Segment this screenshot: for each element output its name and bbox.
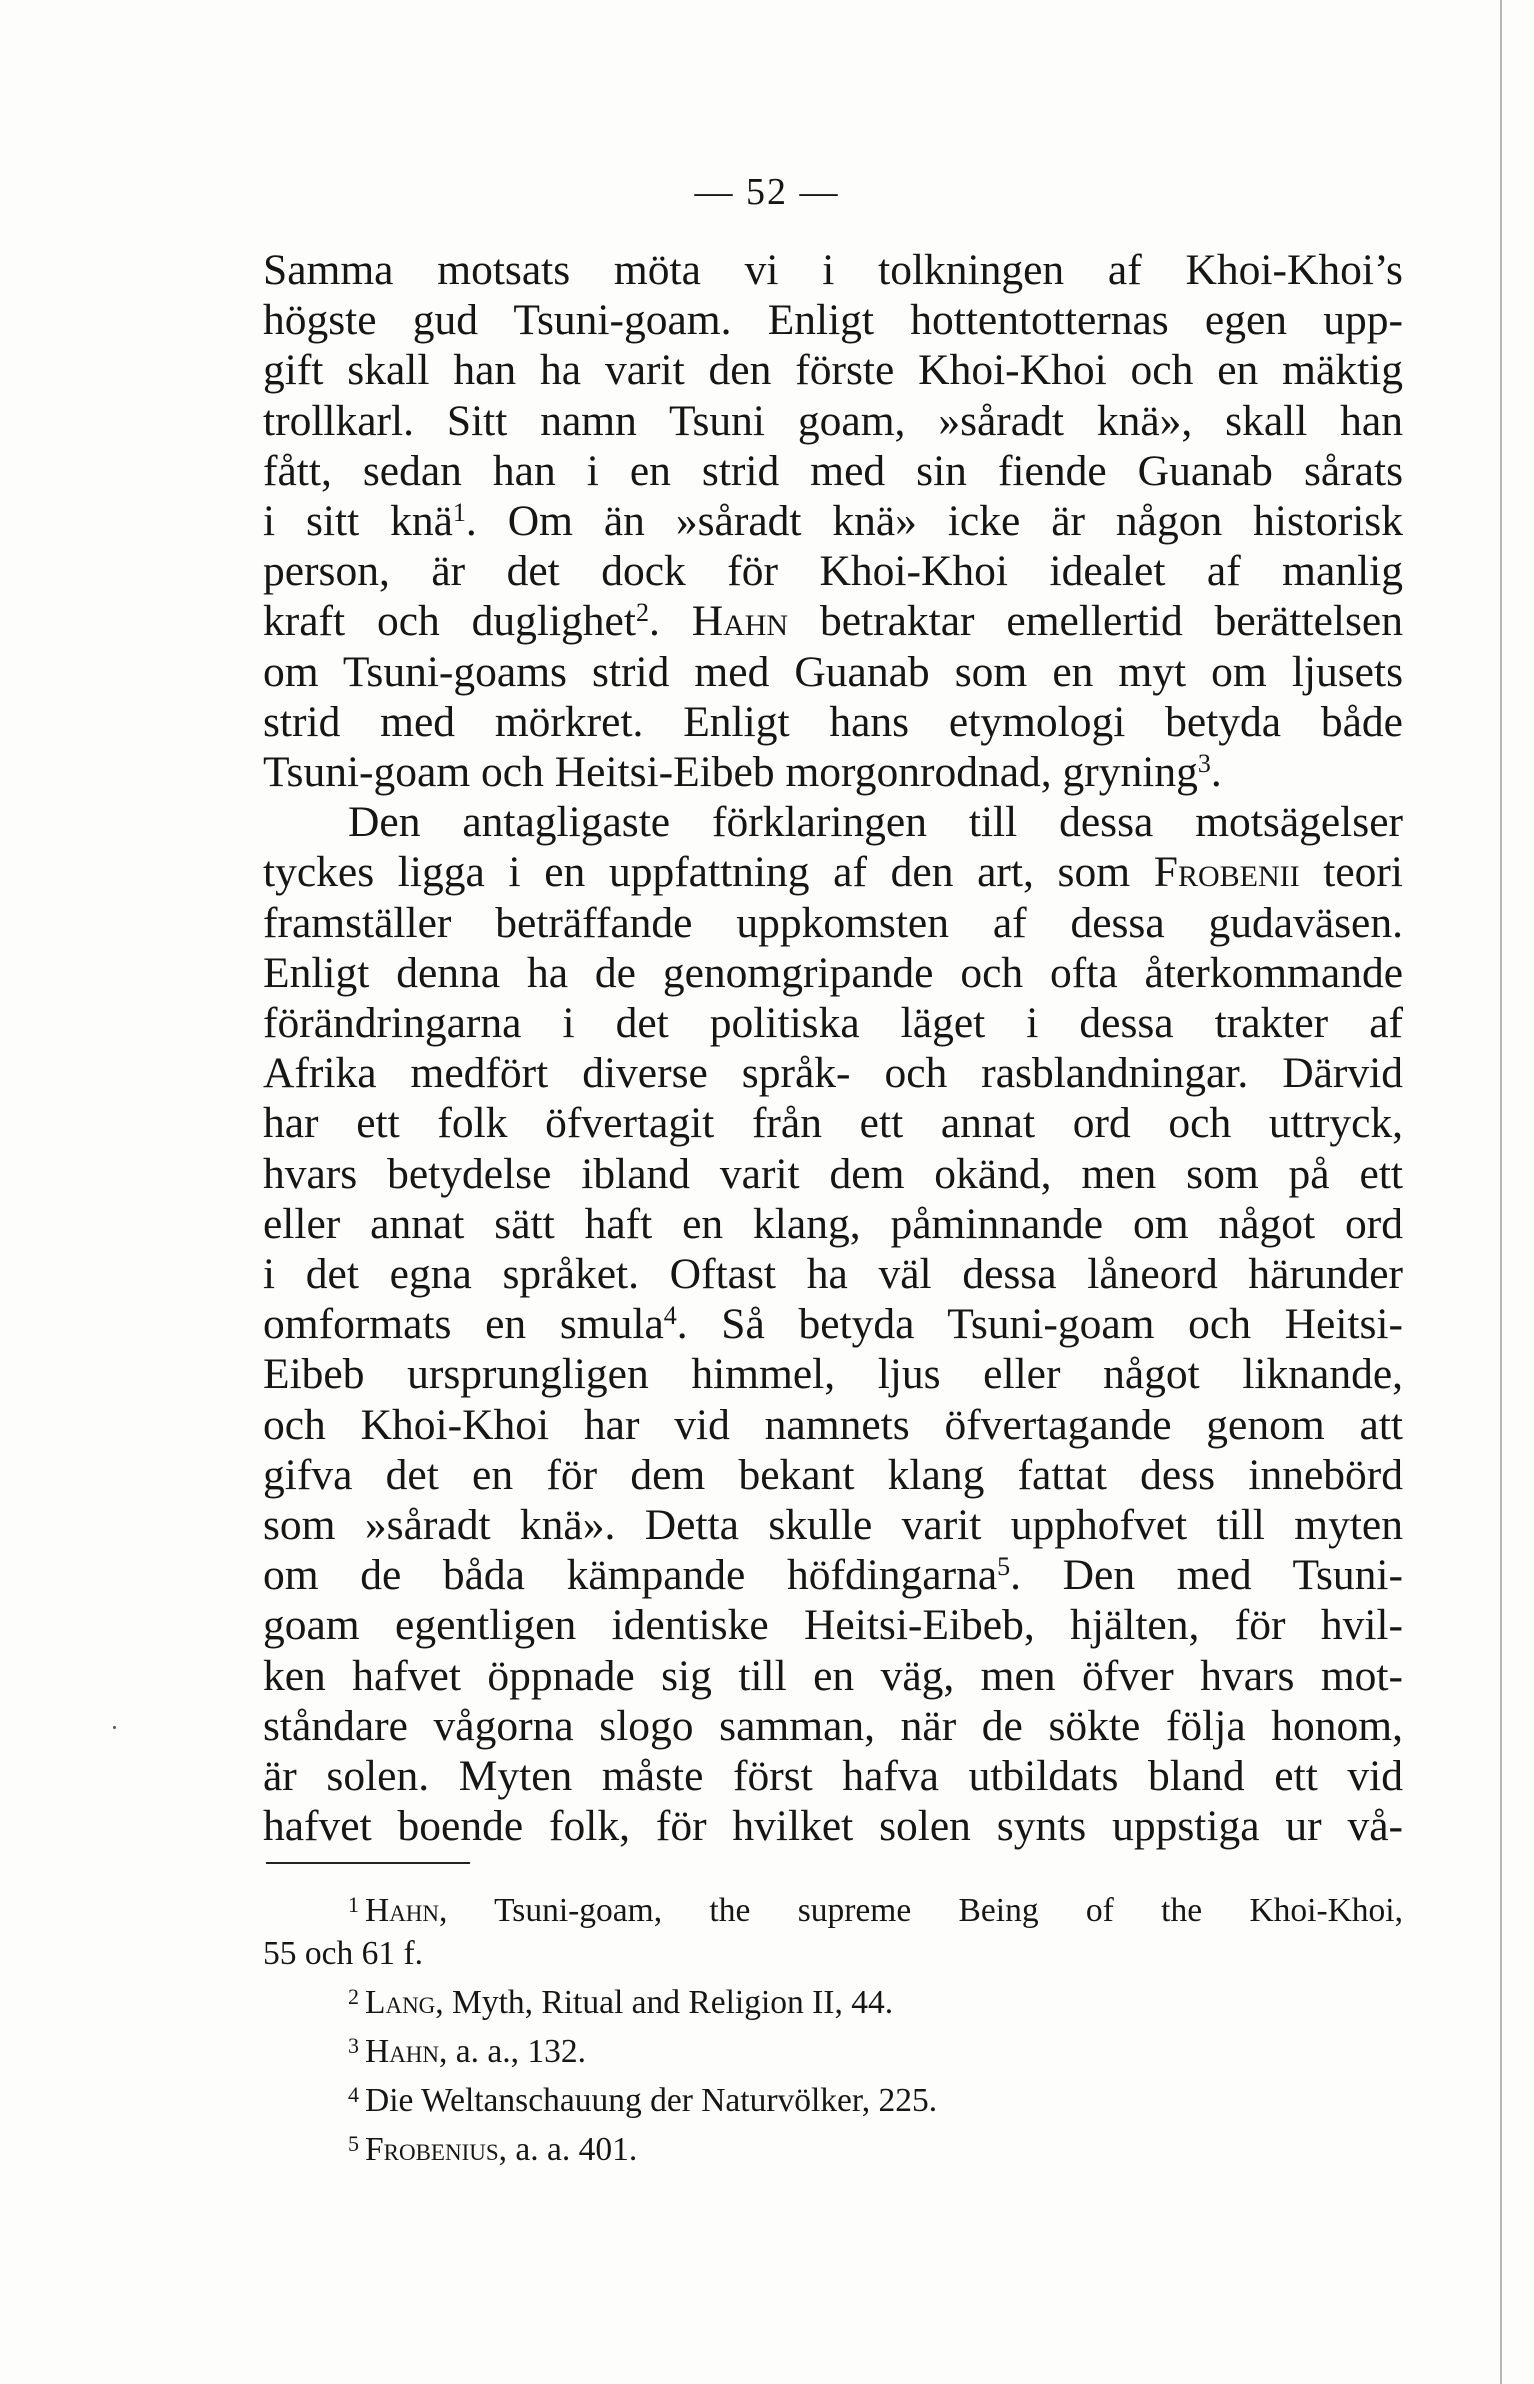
text-line: är solen. Myten måste först hafva utbildats bland ett vid (263, 1752, 1403, 1801)
text-line: Afrika medfört diverse språk- och rasblandningar. Därvid (263, 1049, 1403, 1098)
footnote-author: Hahn (365, 2033, 440, 2070)
footnote (263, 2122, 1403, 2171)
text-line: fått, sedan han i en strid med sin fiende Guanab sårats (263, 446, 1403, 495)
footnote-author: Lang (365, 1984, 436, 2021)
footnote (263, 1883, 1403, 1932)
text-line: hafvet boende folk, för hvilket solen synts uppstiga ur vå- (263, 1802, 1403, 1851)
text-line: eller annat sätt haft en klang, påminnande om något ord (263, 1199, 1403, 1248)
text-line: hvars betydelse ibland varit dem okänd, men som på ett (263, 1149, 1403, 1198)
text-line: kraft och duglighet$^2$. Hahn betraktar emellertid berättelsen (263, 597, 1403, 646)
footnote-ref: 3 (1197, 749, 1211, 779)
text-line: gifva det en för dem bekant klang fattat dess innebörd (263, 1450, 1403, 1499)
footnote-ref: 5 (997, 1552, 1011, 1582)
text-line: framställer beträffande uppkomsten af dessa gudaväsen. (263, 898, 1403, 947)
page-edge (1500, 0, 1502, 2384)
text-line: person, är det dock för Khoi-Khoi idealet af manlig (263, 547, 1403, 596)
text-line: och Khoi-Khoi har vid namnets öfvertagande genom att (263, 1400, 1403, 1449)
text-line: strid med mörkret. Enligt hans etymologi betyda både (263, 697, 1403, 746)
footnote-text: , Myth, Ritual and Religion II, 44. (435, 1984, 894, 2021)
text-line: om Tsuni-goams strid med Guanab som en myt om ljusets (263, 647, 1403, 696)
text-line: Tsuni-goam och Heitsi-Eibeb morgonrodnad, gryning$^3$. (263, 748, 1222, 797)
text-line: högste gud Tsuni-goam. Enligt hottentotternas egen upp- (263, 296, 1403, 345)
text-line: Samma motsats möta vi i tolkningen af Khoi-Khoi’s (263, 246, 1403, 294)
footnote-text: , a. a. 401. (498, 2131, 638, 2168)
author-name: Hahn (691, 597, 789, 646)
text-line: trollkarl. Sitt namn Tsuni goam, »såradt knä», skall han (263, 396, 1403, 445)
footnote-author: Hahn (365, 1892, 440, 1929)
text-line: som »såradt knä». Detta skulle varit upphofvet till myten (263, 1501, 1403, 1550)
text-line: i det egna språket. Oftast ha väl dessa låneord härunder (263, 1250, 1403, 1299)
body-text (263, 245, 1403, 1852)
text-line: tyckes ligga i en uppfattning af den art, som Frobenii teori (263, 848, 1403, 897)
footnote-number: 1 (348, 1892, 359, 1917)
text-line: Eibeb ursprungligen himmel, ljus eller något liknande, (263, 1350, 1403, 1399)
footnote-text: , Tsuni-goam, the supreme Being of the Khoi-Khoi, (439, 1892, 1403, 1929)
text-line: omformats en smula$^4$. Så betyda Tsuni-goam och Heitsi- (263, 1300, 1403, 1349)
text-line: Enligt denna ha de genomgripande och ofta återkommande (263, 948, 1403, 997)
footnote-author: Frobenius (365, 2131, 499, 2168)
footnote (263, 2024, 1403, 2073)
footnote-ref: 2 (635, 598, 649, 628)
text-line: i sitt knä$^1$. Om än »såradt knä» icke är någon historisk (263, 497, 1403, 546)
footnote-text: Die Weltanschauung der Naturvölker, 225. (365, 2082, 938, 2119)
footnote (263, 2073, 1403, 2122)
footnote-number: 3 (348, 2033, 359, 2058)
text-line: gift skall han ha varit den förste Khoi-Khoi och en mäktig (263, 346, 1403, 395)
footnote-number: 2 (348, 1984, 359, 2009)
footnote (263, 1975, 1403, 2024)
page-number: — 52 — (694, 171, 840, 213)
footnotes (263, 1883, 1403, 2171)
text-line: om de båda kämpande höfdingarna$^5$. Den med Tsuni- (263, 1551, 1403, 1600)
text-line: ståndare vågorna slogo samman, när de sökte följa honom, (263, 1701, 1403, 1750)
footnote-ref: 1 (452, 498, 466, 528)
text-line: goam egentligen identiske Heitsi-Eibeb, hjälten, för hvil- (263, 1601, 1403, 1650)
text-line: ken hafvet öppnade sig till en väg, men öfver hvars mot- (263, 1651, 1403, 1700)
footnote-continuation: 55 och 61 f. (263, 1935, 424, 1972)
text-line: förändringarna i det politiska läget i dessa trakter af (263, 999, 1403, 1048)
footnote-ref: 4 (663, 1301, 677, 1331)
paragraph-start: Den antagligaste förklaringen till dessa motsägelser (348, 798, 1403, 847)
author-name: Frobenii (1153, 848, 1300, 897)
footnote-text: , a. a., 132. (439, 2033, 587, 2070)
footnote-number: 4 (348, 2082, 359, 2107)
text-line: har ett folk öfvertagit från ett annat ord och uttryck, (263, 1099, 1403, 1148)
print-speck (113, 1726, 116, 1729)
footnote-divider (266, 1862, 470, 1864)
footnote-number: 5 (348, 2131, 359, 2156)
